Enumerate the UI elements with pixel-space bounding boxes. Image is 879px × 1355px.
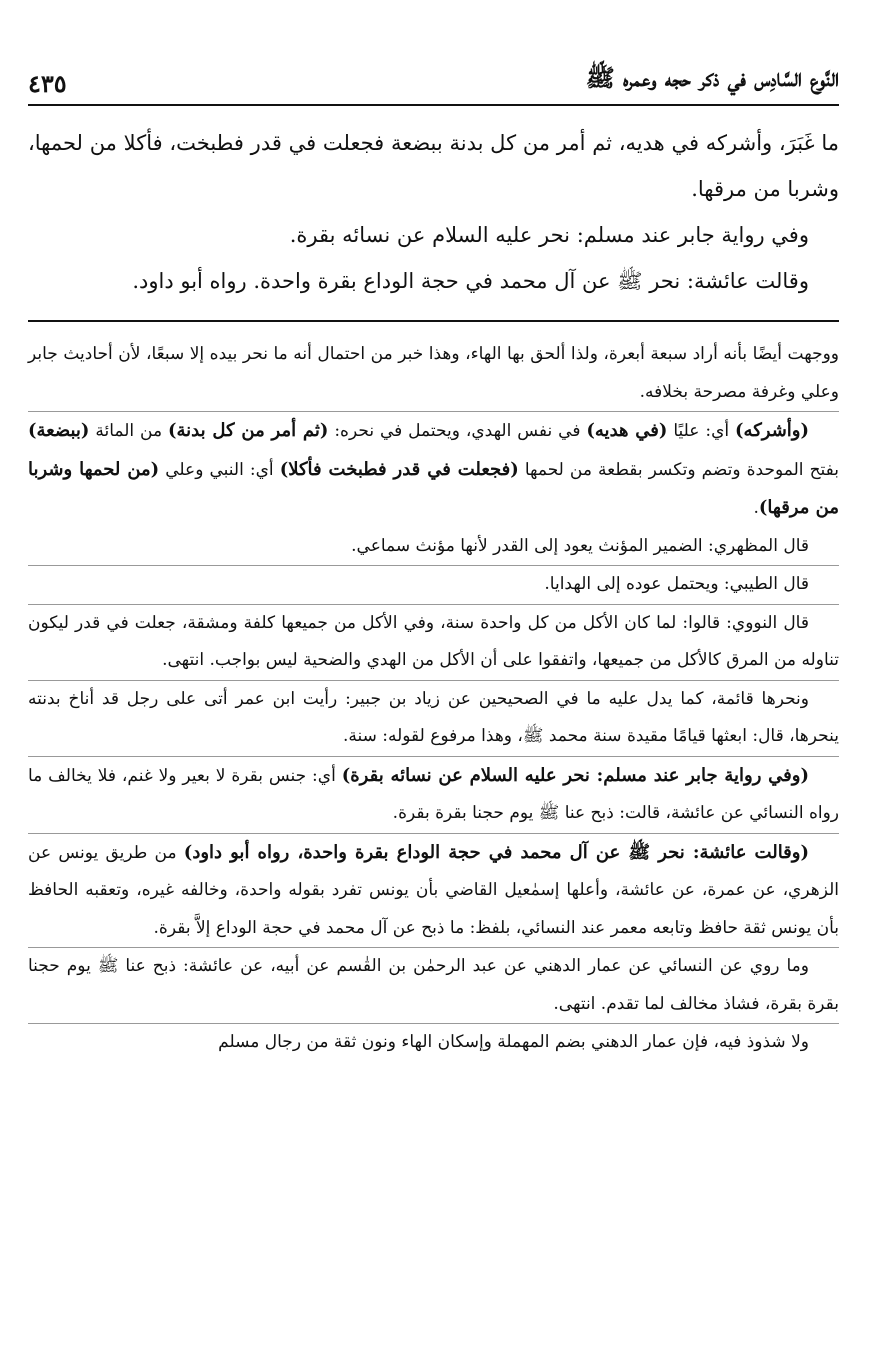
quoted-text: (وفي رواية جابر عند مسلم: نحر عليه السلام عن نسائه بقرة) (341, 764, 809, 786)
commentary-text: أي: عليًا (667, 421, 736, 441)
quoted-text: (وأشركه) (735, 420, 809, 441)
footnote-divider (28, 320, 839, 322)
quoted-text: (من لحمها وشربا من مرقها) (28, 458, 839, 518)
commentary-text: من المائة (89, 421, 168, 441)
quoted-text: (ثم أمر من كل بدنة) (168, 420, 329, 441)
main-paragraph: وقالت عائشة: نحر ﷺ عن آل محمد في حجة الوداع بقرة واحدة. رواه أبو داود. (132, 269, 809, 293)
commentary-paragraph: قال النووي: قالوا: لما كان الأكل من كل واحدة سنة، وفي الأكل من جميعها كلفة ومشقة، جعلت في قدر ليكون تناوله من المرق كالأكل من جميعها، واتفقوا على أن الأكل من الهدي والضحية ليس بواجب. انتهى. (28, 604, 839, 680)
commentary-paragraph (28, 756, 839, 833)
quoted-text: (ببضعة) (28, 420, 90, 441)
commentary-paragraph: ووجهت أيضًا بأنه أراد سبعة أبعرة، ولذا ألحق بها الهاء، وهذا خبر من احتمال أنه ما نحر بيده إلا سبعًا، لأن أحاديث جابر وعلي وغرفة مصرحة بخلافه. (28, 344, 839, 402)
quoted-text: (وقالت عائشة: نحر ﷺ عن آل محمد في حجة الوداع بقرة واحدة، رواه أبو داود) (183, 841, 809, 863)
book-page (28, 54, 839, 1335)
commentary-text: . (753, 498, 759, 518)
commentary-paragraph (28, 411, 839, 528)
commentary-paragraph: وما روي عن النسائي عن عمار الدهني عن عبد الرحمٰن بن القٰسم عن أبيه، عن عائشة: ذبح عنا ﷺ يوم حجنا بقرة بقرة، فشاذ مخالف لما تقدم. انتهى. (28, 947, 839, 1023)
quoted-text: (في هديه) (586, 420, 668, 441)
quoted-text: (فجعلت في قدر فطبخت فأكلا) (279, 458, 519, 480)
commentary-section (28, 336, 839, 1062)
main-text (28, 120, 839, 304)
commentary-text: من طريق يونس عن الزهري، عن عمرة، عن عائشة، وأعلها إسمٰعيل القاضي بأن يونس تفرد بقوله واحدة، وخالفه غيره، وتعقبه الحافظ بأن يونس ثقة حافظ وتابعه معمر عند النسائي، بلفظ: ما ذبح عن آل محمد في حجة الوداع إلاَّ بقرة. (28, 842, 839, 938)
commentary-paragraph: ونحرها قائمة، كما يدل عليه ما في الصحيحين عن زياد بن جبير: رأيت ابن عمر أتى على رجل قد أناخ بدنته ينحرها، قال: ابعثها قيامًا مقيدة سنة محمد ﷺ، وهذا مرفوع لقوله: سنة. (28, 680, 839, 756)
page-number: ٤٣٥ (28, 69, 67, 98)
commentary-text: أي: النبي وعلي (159, 459, 280, 480)
main-paragraph: ما غَبَرَ، وأشركه في هديه، ثم أمر من كل بدنة ببضعة فجعلت في قدر فطبخت، فأكلا من لحمها، وشربا من مرقها. (28, 131, 839, 201)
main-paragraph: وفي رواية جابر عند مسلم: نحر عليه السلام عن نسائه بقرة. (289, 223, 809, 247)
chapter-title: النَّوع السَّادِس في ذكر حجه وعمره ﷺ (585, 63, 839, 92)
commentary-paragraph: قال المظهري: الضمير المؤنث يعود إلى القدر لأنها مؤنث سماعي. (351, 535, 809, 556)
commentary-paragraph: قال الطيبي: ويحتمل عوده إلى الهدايا. (28, 565, 839, 604)
commentary-text: في نفس الهدي، ويحتمل في نحره: (328, 421, 587, 441)
commentary-text: أي: جنس بقرة لا بعير ولا غنم، فلا يخالف ما رواه النسائي عن عائشة، قالت: ذبح عنا ﷺ يوم حجنا بقرة بقرة. (28, 765, 839, 823)
running-header (28, 54, 839, 106)
commentary-paragraph (28, 833, 839, 948)
commentary-text: بفتح الموحدة وتضم وتكسر بقطعة من لحمها (518, 459, 839, 480)
commentary-paragraph: ولا شذوذ فيه، فإن عمار الدهني بضم المهملة وإسكان الهاء ونون ثقة من رجال مسلم (28, 1023, 839, 1062)
